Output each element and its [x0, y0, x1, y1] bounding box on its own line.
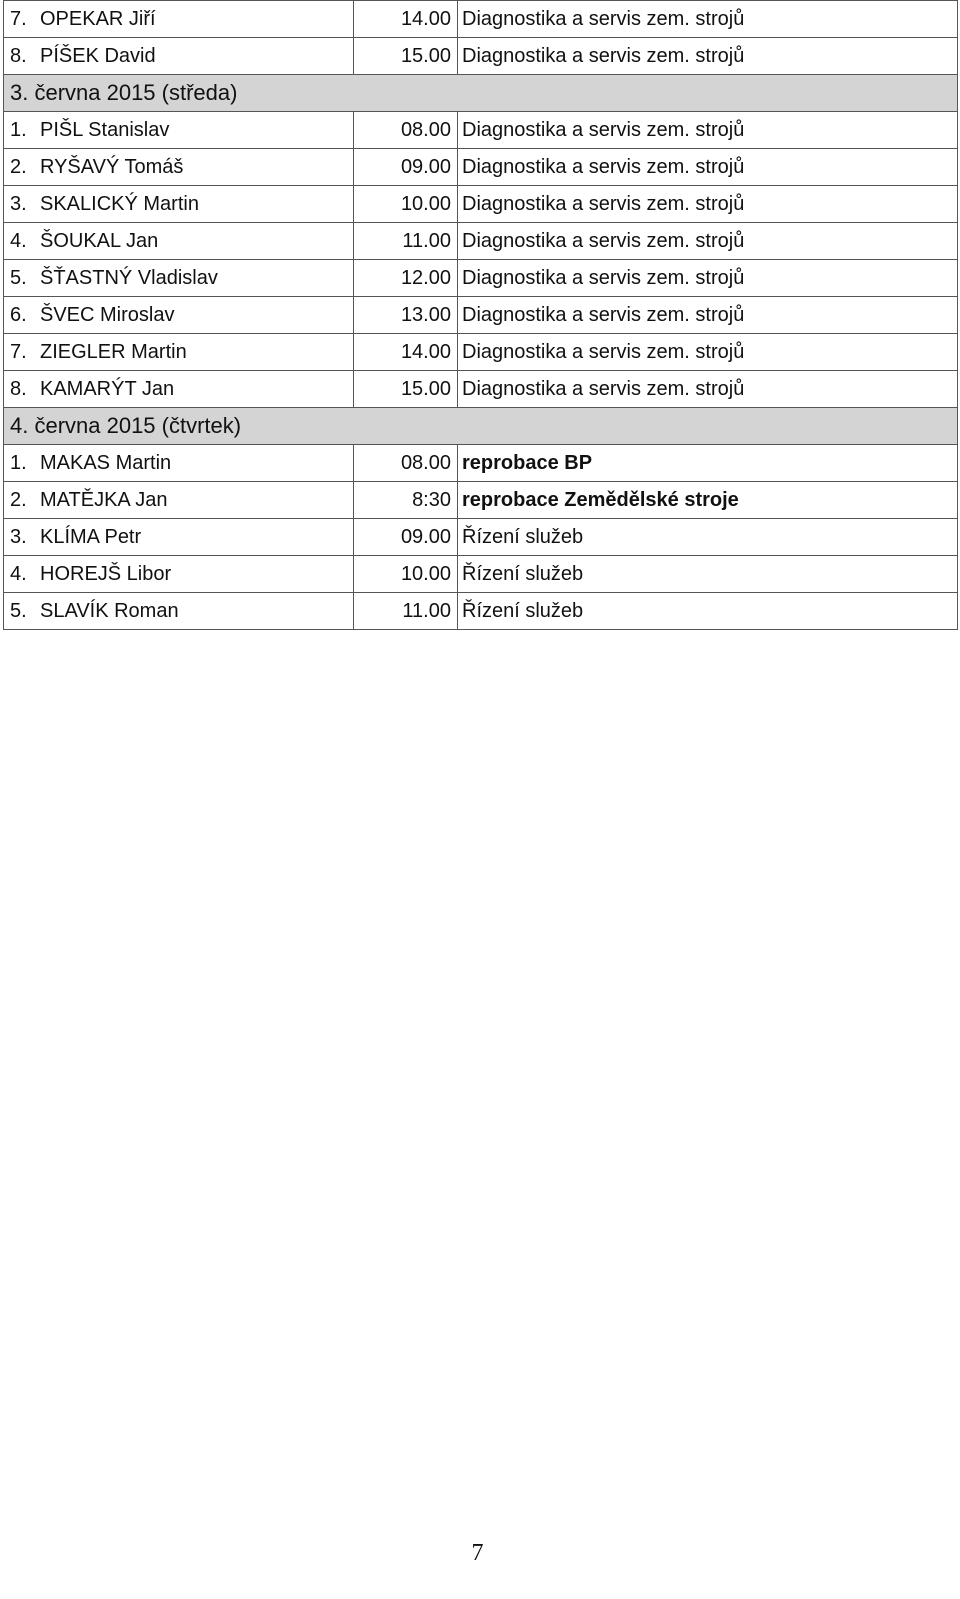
row-number: 4.: [4, 223, 41, 260]
student-name: KLÍMA Petr: [40, 519, 354, 556]
schedule-table: [3, 0, 958, 630]
table-row: [4, 482, 958, 519]
table-row: [4, 445, 958, 482]
student-name: ZIEGLER Martin: [40, 334, 354, 371]
exam-time: 10.00: [354, 556, 458, 593]
table-row: [4, 519, 958, 556]
exam-time: 13.00: [354, 297, 458, 334]
exam-time: 15.00: [354, 371, 458, 408]
exam-time: 15.00: [354, 38, 458, 75]
student-name: HOREJŠ Libor: [40, 556, 354, 593]
row-number: 8.: [4, 38, 41, 75]
exam-subject: Diagnostika a servis zem. strojů: [458, 260, 958, 297]
row-number: 1.: [4, 112, 41, 149]
table-row: [4, 112, 958, 149]
row-number: 6.: [4, 297, 41, 334]
exam-subject: Řízení služeb: [458, 593, 958, 630]
table-row: [4, 334, 958, 371]
exam-time: 08.00: [354, 112, 458, 149]
exam-subject: Diagnostika a servis zem. strojů: [458, 1, 958, 38]
schedule-body: [4, 1, 958, 630]
table-row: [4, 223, 958, 260]
exam-time: 08.00: [354, 445, 458, 482]
exam-time: 12.00: [354, 260, 458, 297]
exam-subject: Diagnostika a servis zem. strojů: [458, 371, 958, 408]
table-row: [4, 186, 958, 223]
table-row: [4, 1, 958, 38]
exam-time: 10.00: [354, 186, 458, 223]
student-name: ŠVEC Miroslav: [40, 297, 354, 334]
row-number: 7.: [4, 1, 41, 38]
student-name: ŠOUKAL Jan: [40, 223, 354, 260]
date-header-row: [4, 75, 958, 112]
row-number: 5.: [4, 260, 41, 297]
exam-subject: Diagnostika a servis zem. strojů: [458, 297, 958, 334]
row-number: 4.: [4, 556, 41, 593]
table-row: [4, 371, 958, 408]
exam-subject: reprobace BP: [458, 445, 958, 482]
row-number: 2.: [4, 482, 41, 519]
exam-time: 11.00: [354, 223, 458, 260]
exam-subject: Diagnostika a servis zem. strojů: [458, 112, 958, 149]
exam-subject: Diagnostika a servis zem. strojů: [458, 38, 958, 75]
exam-subject: Diagnostika a servis zem. strojů: [458, 334, 958, 371]
student-name: PÍŠEK David: [40, 38, 354, 75]
exam-time: 14.00: [354, 334, 458, 371]
exam-subject: Diagnostika a servis zem. strojů: [458, 149, 958, 186]
exam-time: 8:30: [354, 482, 458, 519]
table-row: [4, 260, 958, 297]
exam-subject: Řízení služeb: [458, 556, 958, 593]
exam-subject: reprobace Zemědělské stroje: [458, 482, 958, 519]
student-name: RYŠAVÝ Tomáš: [40, 149, 354, 186]
page-number: 7: [471, 1540, 484, 1566]
exam-subject: Diagnostika a servis zem. strojů: [458, 223, 958, 260]
row-number: 2.: [4, 149, 41, 186]
exam-time: 09.00: [354, 519, 458, 556]
student-name: KAMARÝT Jan: [40, 371, 354, 408]
table-row: [4, 593, 958, 630]
row-number: 7.: [4, 334, 41, 371]
exam-subject: Řízení služeb: [458, 519, 958, 556]
exam-time: 11.00: [354, 593, 458, 630]
exam-time: 14.00: [354, 1, 458, 38]
student-name: MAKAS Martin: [40, 445, 354, 482]
table-row: [4, 297, 958, 334]
row-number: 1.: [4, 445, 41, 482]
table-row: [4, 556, 958, 593]
student-name: OPEKAR Jiří: [40, 1, 354, 38]
row-number: 5.: [4, 593, 41, 630]
table-row: [4, 149, 958, 186]
date-header: 4. června 2015 (čtvrtek): [4, 408, 958, 445]
date-header: 3. června 2015 (středa): [4, 75, 958, 112]
date-header-row: [4, 408, 958, 445]
row-number: 8.: [4, 371, 41, 408]
row-number: 3.: [4, 519, 41, 556]
student-name: ŠŤASTNÝ Vladislav: [40, 260, 354, 297]
student-name: PIŠL Stanislav: [40, 112, 354, 149]
exam-time: 09.00: [354, 149, 458, 186]
student-name: SKALICKÝ Martin: [40, 186, 354, 223]
row-number: 3.: [4, 186, 41, 223]
table-row: [4, 38, 958, 75]
student-name: SLAVÍK Roman: [40, 593, 354, 630]
exam-subject: Diagnostika a servis zem. strojů: [458, 186, 958, 223]
student-name: MATĚJKA Jan: [40, 482, 354, 519]
